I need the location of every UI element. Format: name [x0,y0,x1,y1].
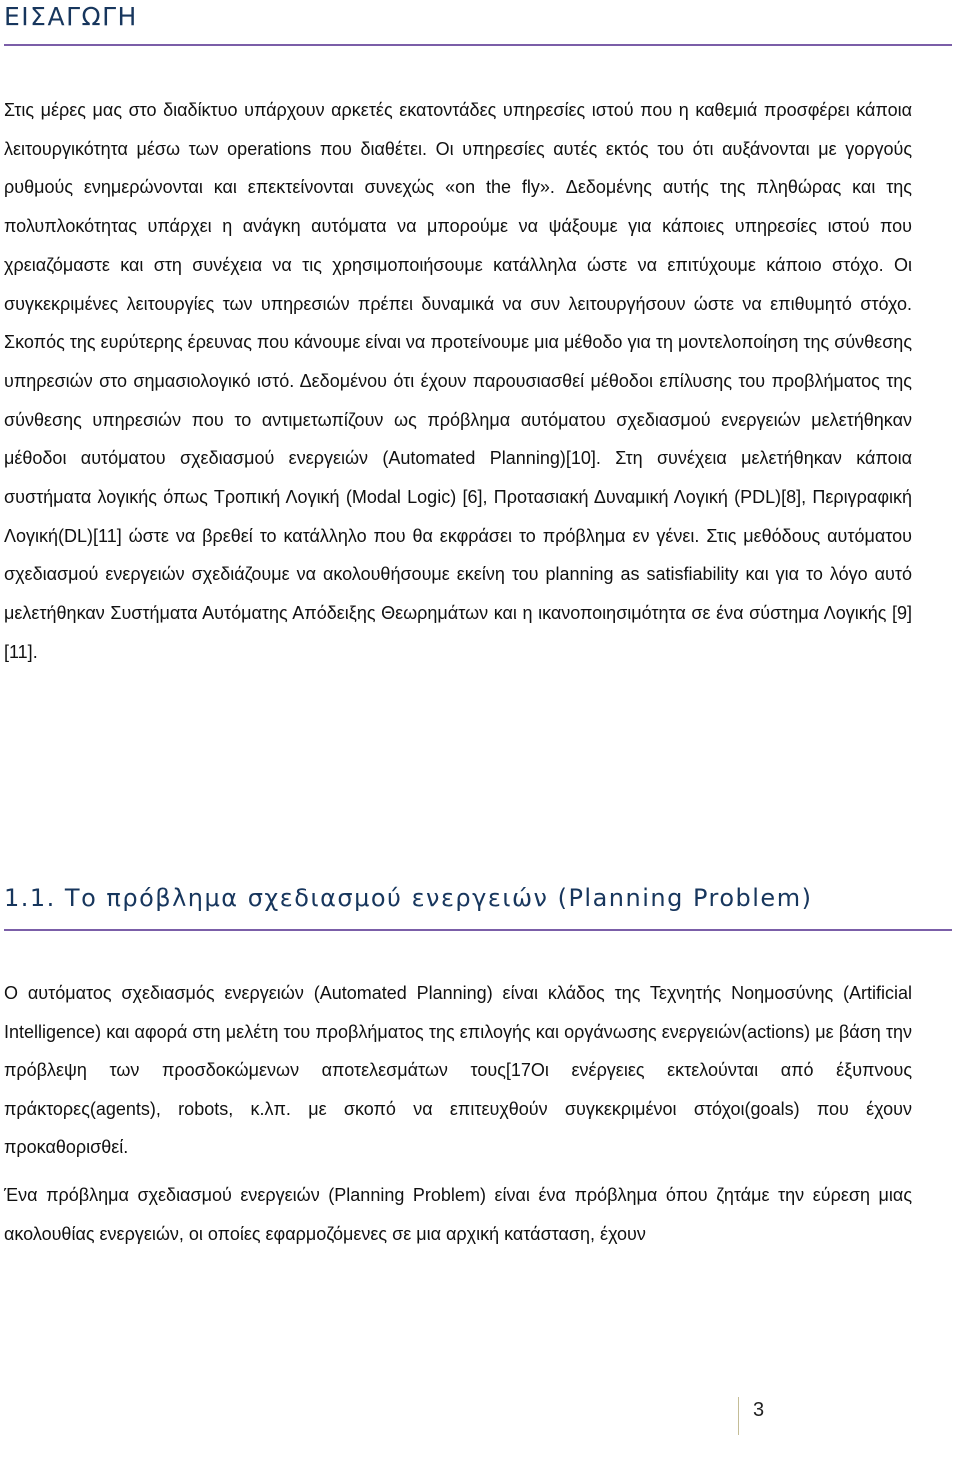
section-paragraph-2: Ένα πρόβλημα σχεδιασμού ενεργειών (Planning Problem) είναι ένα πρόβλημα όπου ζητάμε την εύρεση μιας ακολουθίας ενεργειών, οι οποίες εφαρμοζόμενες σε μια αρχική κατάσταση, έχουν [4,1185,912,1244]
chapter-title-underline [4,44,952,46]
chapter-title: ΕΙΣΑΓΩΓΗ [4,2,138,31]
section-heading: 1.1. Το πρόβλημα σχεδιασμού ενεργειών (Planning Problem) [4,884,813,912]
page-number: 3 [753,1399,765,1421]
intro-paragraph: Στις μέρες μας στο διαδίκτυο υπάρχουν αρκετές εκατοντάδες υπηρεσίες ιστού που η καθεμιά προσφέρει κάποια λειτουργικότητα μέσω των operations που διαθέτει. Οι υπηρεσίες αυτές εκτός του ότι αυξάνονται με γοργούς ρυθμούς ενημερώνονται και επεκτείνονται συνεχώς «on the fly». Δεδομένης αυτής της πληθώρας και της πολυπλοκότητας υπάρχει η ανάγκη αυτόματα να μπορούμε να ψάξουμε για κάποιες υπηρεσίες ιστού που χρειαζόμαστε και στη συνέχεια να τις χρησιμοποιήσουμε κατάλληλα ώστε να επιτύχουμε κάποιο στόχο. Οι συγκεκριμένες λειτουργίες των υπηρεσιών πρέπει δυναμικά να συν λειτουργήσουν ώστε να επιθυμητό στόχο. Σκοπός της ευρύτερης έρευνας που κάνουμε είναι να προτείνουμε μια μέθοδο για τη μοντελοποίηση της σύνθεσης υπηρεσιών στο σημασιολογικό ιστό. Δεδομένου ότι έχουν παρουσιασθεί μέθοδοι επίλυσης του προβλήματος της σύνθεσης υπηρεσιών που το αντιμετωπίζουν ως πρόβλημα αυτόματου σχεδιασμού ενεργειών μελετήθηκαν μέθοδοι αυτόματου σχεδιασμού ενεργειών (Automated Planning)[10]. Στη συνέχεια μελετήθηκαν κάποια συστήματα λογικής όπως Τροπική Λογική (Modal Logic) [6], Προτασιακή Δυναμική Λογική (PDL)[8], Περιγραφική Λογική(DL)[11] ώστε να βρεθεί το κατάλληλο που θα εκφράσει το πρόβλημα εν γένει. Στις μεθόδους αυτόματου σχεδιασμού ενεργειών σχεδιάζουμε να ακολουθήσουμε εκείνη του planning as satisfiability και για το λόγο αυτό μελετήθηκαν Συστήματα Αυτόματης Απόδειξης Θεωρημάτων και η ικανοποιησιμότητα σε ένα σύστημα Λογικής [9][11]. [4,100,912,662]
section-heading-underline [4,929,952,931]
page-footer [738,1397,779,1435]
section-paragraph-1: Ο αυτόματος σχεδιασμός ενεργειών (Automated Planning) είναι κλάδος της Τεχνητής Νοημοσύνης (Artificial Intelligence) και αφορά στη μελέτη του προβλήματος της επιλογής και οργάνωσης ενεργειών(actions) με βάση την πρόβλεψη των προσδοκώμενων αποτελεσμάτων τους[17Οι ενέργειες εκτελούνται από έξυπνους πράκτορες(agents), robots, κ.λπ. με σκοπό να επιτευχθούν συγκεκριμένοι στόχοι(goals) που έχουν προκαθορισθεί. [4,983,912,1158]
